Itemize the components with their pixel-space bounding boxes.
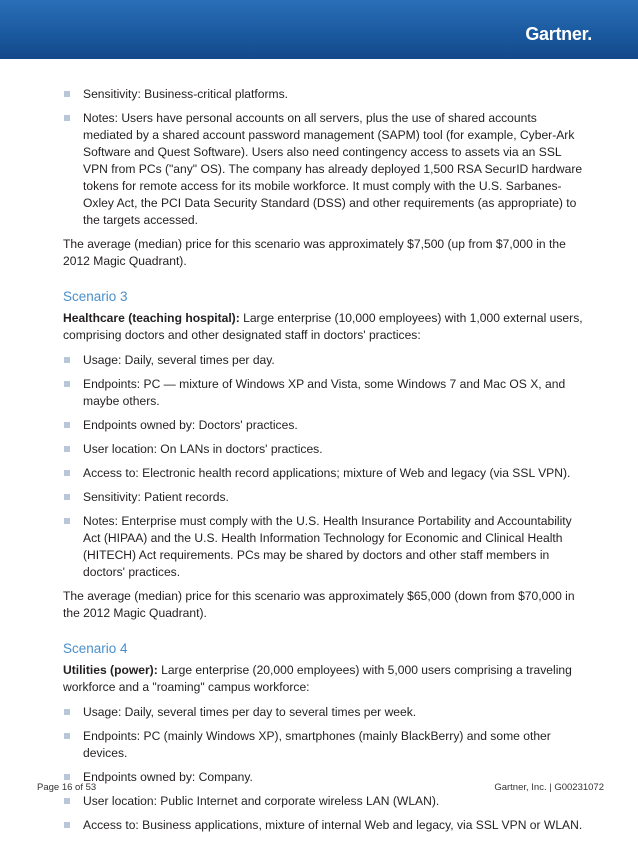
- bullet-square-icon: [64, 774, 70, 780]
- bullet-square-icon: [64, 91, 70, 97]
- bullet-square-icon: [64, 115, 70, 121]
- bullet-square-icon: [64, 822, 70, 828]
- bullet-square-icon: [64, 446, 70, 452]
- list-item-text: User location: On LANs in doctors' practices.: [83, 442, 323, 456]
- list-item: [63, 352, 583, 369]
- bullet-square-icon: [64, 422, 70, 428]
- price-paragraph: The average (median) price for this scenario was approximately $7,500 (up from $7,000 in the 2012 Magic Quadrant).: [63, 237, 566, 268]
- bullet-square-icon: [64, 733, 70, 739]
- page-number: Page 16 of 53: [37, 782, 97, 793]
- list-item-text: Notes: Users have personal accounts on all servers, plus the use of shared accounts mediated by a shared account password management (SAPM) tool (for example, Cyber-Ark Software and Quest Software). Users also need contingency access to assets via an SSL VPN from PCs ("any" OS). The company has already deployed 1,500 RSA SecurID hardware tokens for remote access for its mobile workforce. It must comply with the U.S. Sarbanes-Oxley Act, the PCI Data Security Standard (DSS) and other requirements (as appropriate) to the targets accessed.: [83, 111, 583, 227]
- list-item-text: Endpoints owned by: Company.: [83, 770, 253, 784]
- list-item-text: Usage: Daily, several times per day.: [83, 353, 275, 367]
- list-item-text: Endpoints owned by: Doctors' practices.: [83, 418, 298, 432]
- list-item: [63, 465, 583, 482]
- list-item-text: Endpoints: PC (mainly Windows XP), smartphones (mainly BlackBerry) and some other devices.: [83, 729, 551, 760]
- scenario-4-lead-bold: Utilities (power):: [63, 663, 158, 677]
- list-item-text: Access to: Business applications, mixture of internal Web and legacy, via SSL VPN or WLAN.: [83, 818, 583, 832]
- list-item: [63, 728, 583, 762]
- list-item: [63, 513, 583, 581]
- price-paragraph: The average (median) price for this scenario was approximately $65,000 (down from $70,000 in the 2012 Magic Quadrant).: [63, 589, 575, 620]
- bullet-square-icon: [64, 494, 70, 500]
- list-item: [63, 793, 583, 810]
- header-banner: [0, 0, 638, 59]
- list-item: [63, 489, 583, 506]
- list-item: [63, 110, 583, 229]
- gartner-logo: Gartner.: [525, 24, 592, 44]
- scenario-3-lead: [63, 310, 583, 344]
- bullet-square-icon: [64, 470, 70, 476]
- bullet-square-icon: [64, 709, 70, 715]
- list-item-text: Sensitivity: Patient records.: [83, 490, 229, 504]
- list-item-text: Usage: Daily, several times per day to several times per week.: [83, 705, 417, 719]
- list-item: [63, 417, 583, 434]
- list-item: [63, 704, 583, 721]
- scenario-4-lead-text: Large enterprise (20,000 employees) with 5,000 users comprising a traveling workforce and a "roaming" campus workforce:: [63, 663, 572, 694]
- scenario-4-lead: [63, 662, 583, 696]
- scenario-3-lead-bold: Healthcare (teaching hospital):: [63, 311, 240, 325]
- list-item-text: Endpoints: PC — mixture of Windows XP and Vista, some Windows 7 and Mac OS X, and maybe others.: [83, 377, 566, 408]
- list-item: [63, 86, 583, 103]
- bullet-square-icon: [64, 381, 70, 387]
- list-item: [63, 376, 583, 410]
- bullet-square-icon: [64, 357, 70, 363]
- scenario-3-heading: Scenario 3: [63, 289, 128, 304]
- document-id: Gartner, Inc. | G00231072: [494, 782, 604, 793]
- list-item-text: Sensitivity: Business-critical platforms.: [83, 87, 288, 101]
- scenario-4-heading: Scenario 4: [63, 641, 128, 656]
- bullet-square-icon: [64, 518, 70, 524]
- list-item-text: Notes: Enterprise must comply with the U.S. Health Insurance Portability and Accountability Act (HIPAA) and the U.S. Health Information Technology for Economic and Clinical Health (HITECH) Act requirements. PCs may be shared by doctors and other staff members in doctors' practices.: [83, 514, 572, 579]
- document-body: [63, 86, 583, 841]
- list-item-text: User location: Public Internet and corporate wireless LAN (WLAN).: [83, 794, 440, 808]
- list-item-text: Access to: Electronic health record applications; mixture of Web and legacy (via SSL VPN).: [83, 466, 571, 480]
- scenario-3-lead-text: Large enterprise (10,000 employees) with 1,000 external users, comprising doctors and other designated staff in doctors' practices:: [63, 311, 583, 342]
- list-item: [63, 441, 583, 458]
- bullet-square-icon: [64, 798, 70, 804]
